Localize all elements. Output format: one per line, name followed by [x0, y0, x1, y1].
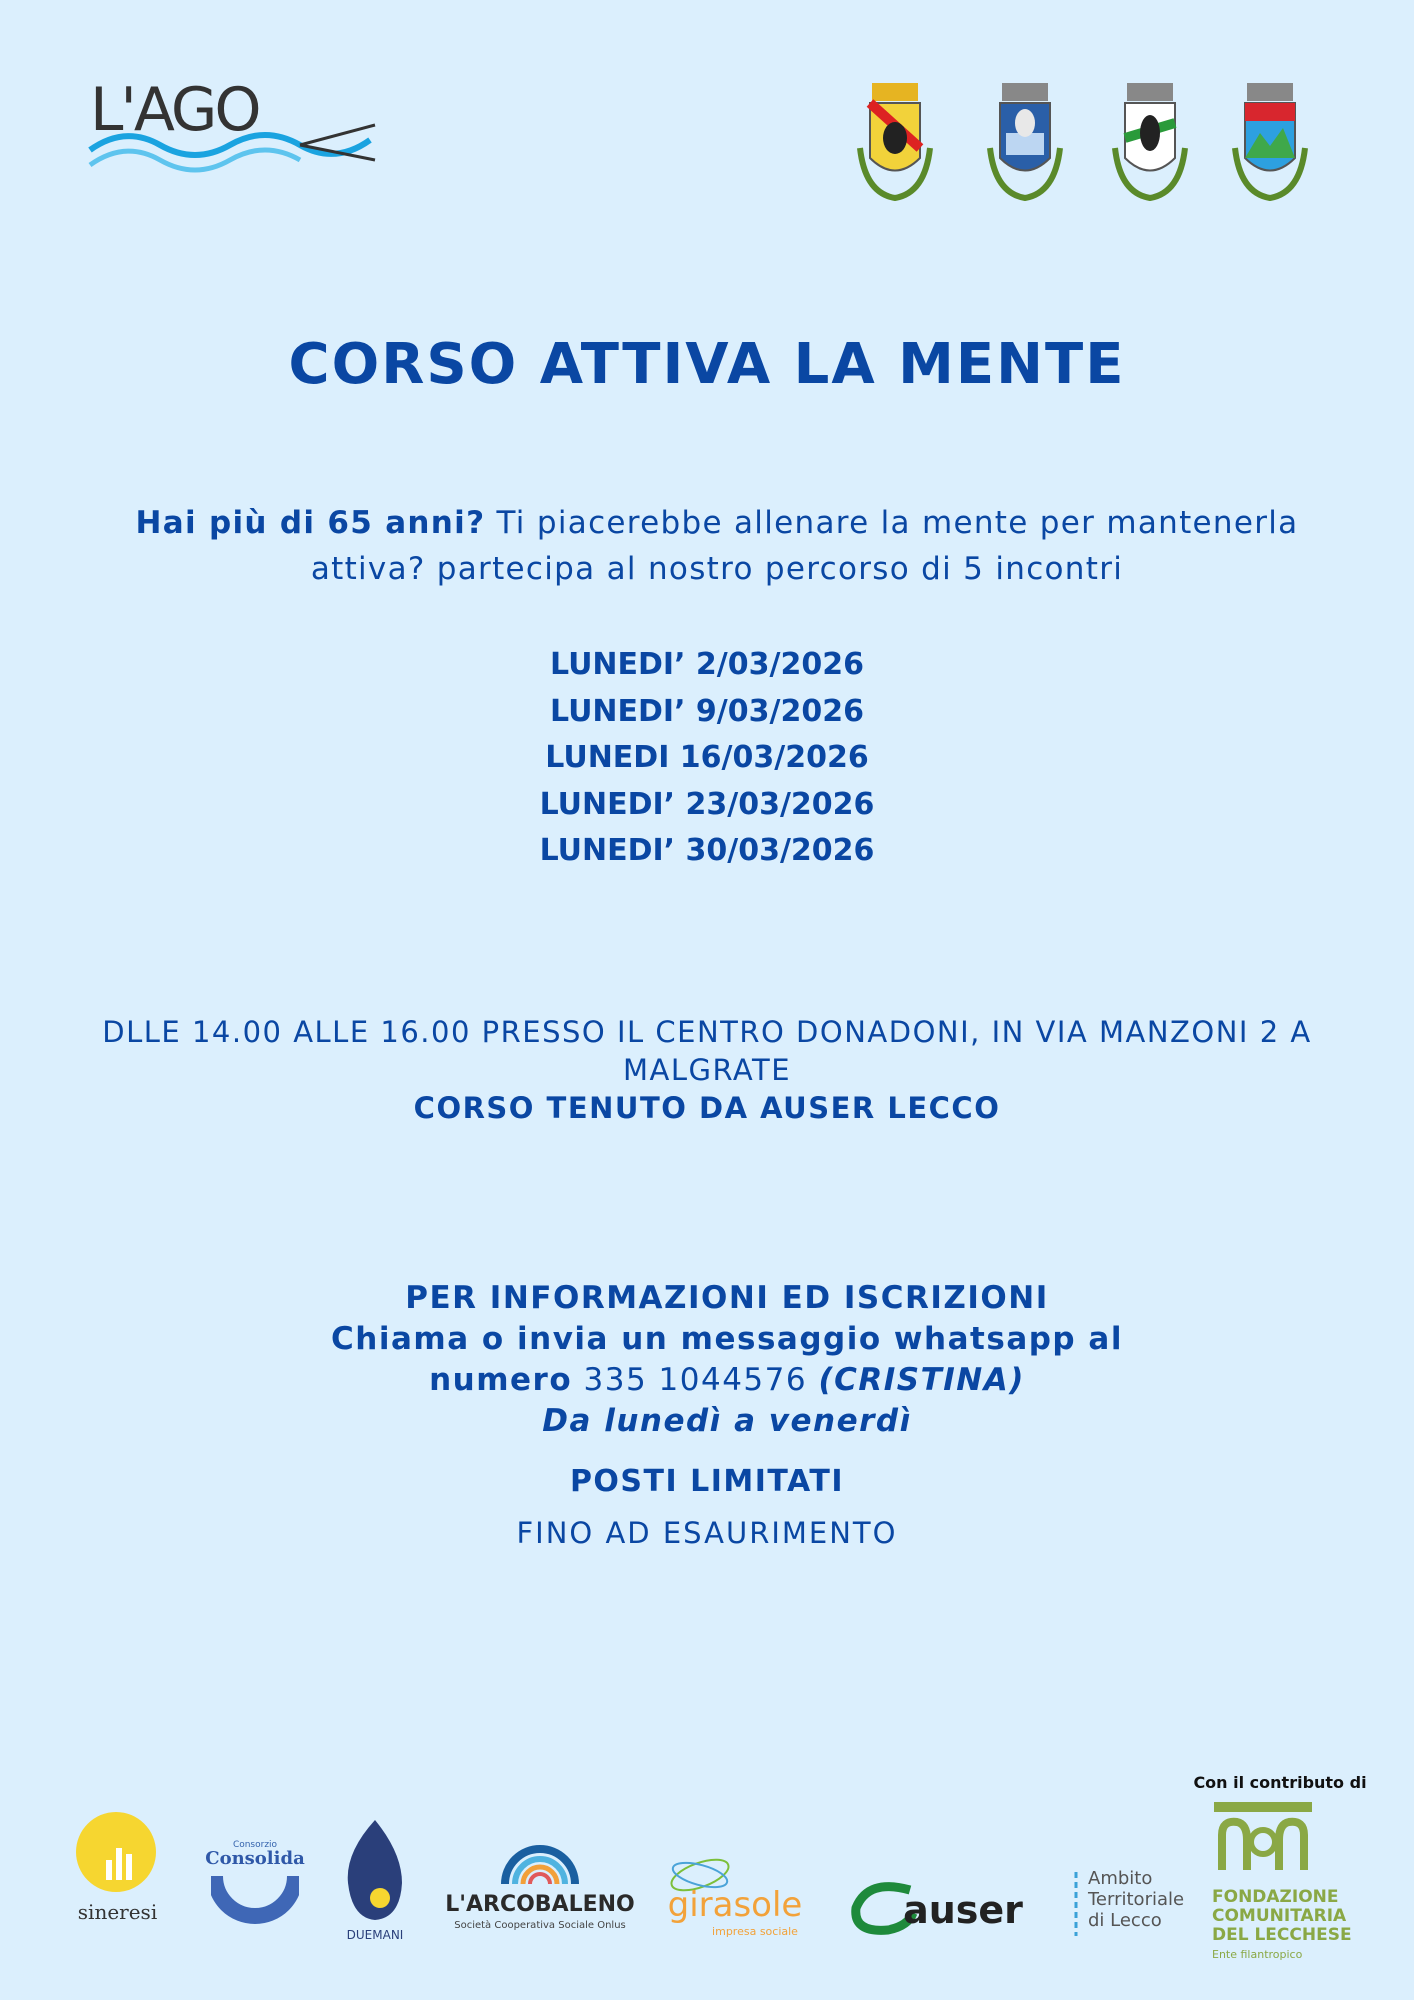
sponsor-arcobaleno — [440, 1840, 640, 1935]
consolida-label: Consolida — [205, 1848, 305, 1869]
contact-days: Da lunedì a venerdì — [542, 1403, 912, 1439]
dates-list — [0, 642, 1414, 875]
duemani-label: DUEMANI — [346, 1928, 404, 1942]
date-item: LUNEDI’ 23/03/2026 — [539, 786, 875, 822]
crest-3-icon — [1105, 78, 1195, 208]
fondazione-label-3: DEL LECCHESE — [1212, 1925, 1352, 1945]
ambito-label-2: Territoriale — [1088, 1889, 1185, 1910]
consolida-arc-icon — [211, 1874, 299, 1924]
consolida-small-label: Consorzio — [232, 1840, 278, 1850]
phone-number: 335 1044576 — [583, 1362, 808, 1398]
sponsor-consolida — [205, 1840, 305, 1925]
ambito-label-3: di Lecco — [1088, 1910, 1162, 1931]
numero-label: numero — [429, 1362, 573, 1398]
contact-name: (CRISTINA) — [818, 1362, 1025, 1398]
duemani-logo-icon — [340, 1818, 410, 1923]
fondazione-label-2: COMUNITARIA — [1212, 1906, 1347, 1926]
info-heading: PER INFORMAZIONI ED ISCRIZIONI — [405, 1280, 1049, 1316]
auser-label: auser — [903, 1888, 1023, 1932]
sponsor-auser — [848, 1878, 1028, 1938]
location-line: DLLE 14.00 ALLE 16.00 PRESSO IL CENTRO DONADONI, IN VIA MANZONI 2 A MALGRATE — [102, 1015, 1312, 1087]
girasole-sub-label: impresa sociale — [712, 1925, 798, 1938]
lago-logo — [85, 70, 385, 170]
crest-4-icon — [1225, 78, 1315, 208]
fondazione-emblem-icon — [1212, 1800, 1314, 1875]
sponsor-duemani — [340, 1818, 410, 1943]
date-item: LUNEDI’ 2/03/2026 — [550, 647, 864, 682]
ambito-label-1: Ambito — [1088, 1868, 1153, 1889]
crest-1-icon — [850, 78, 940, 208]
municipal-crests — [840, 78, 1340, 213]
organizer-line: CORSO TENUTO DA AUSER LECCO — [413, 1091, 1001, 1125]
fondazione-sub-label: Ente filantropico — [1212, 1948, 1303, 1961]
page-title: CORSO ATTIVA LA MENTE — [288, 332, 1126, 397]
crest-2-icon — [980, 78, 1070, 208]
intro-question: Hai più di 65 anni? — [135, 505, 486, 541]
rainbow-icon — [500, 1840, 580, 1885]
sponsor-sineresi — [70, 1810, 165, 1935]
fondazione-label-1: FONDAZIONE — [1212, 1887, 1339, 1907]
sponsor-ambito — [1070, 1868, 1195, 1948]
fino-esaurimento: FINO AD ESAURIMENTO — [516, 1516, 898, 1550]
intro-text: Ti piacerebbe allenare la mente per mantenerla attiva? partecipa al nostro percorso di 5 incontri — [310, 505, 1299, 587]
sponsor-girasole — [665, 1855, 810, 1940]
info-block — [150, 1278, 1304, 1442]
info-line1: Chiama o invia un messaggio whatsapp al — [331, 1321, 1123, 1357]
date-item: LUNEDI’ 30/03/2026 — [539, 833, 875, 868]
date-item: LUNEDI’ 9/03/2026 — [550, 693, 864, 729]
date-item: LUNEDI 16/03/2026 — [545, 740, 869, 775]
intro-paragraph — [90, 500, 1344, 592]
posti-limitati: POSTI LIMITATI — [569, 1464, 845, 1499]
lago-logo-text: L'AGO — [90, 75, 259, 145]
wave-needle-icon — [85, 120, 385, 180]
contribution-label: Con il contributo di — [1193, 1773, 1367, 1792]
location-block — [75, 1013, 1339, 1127]
sineresi-label: sineresi — [77, 1900, 158, 1924]
arcobaleno-sub-label: Società Cooperativa Sociale Onlus — [454, 1920, 626, 1931]
girasole-label: girasole — [667, 1885, 803, 1925]
sponsor-fondazione — [1210, 1800, 1360, 1965]
arcobaleno-label: L'ARCOBALENO — [445, 1892, 635, 1917]
ambito-bar-icon — [1070, 1870, 1082, 1940]
sineresi-logo-icon — [70, 1810, 165, 1895]
